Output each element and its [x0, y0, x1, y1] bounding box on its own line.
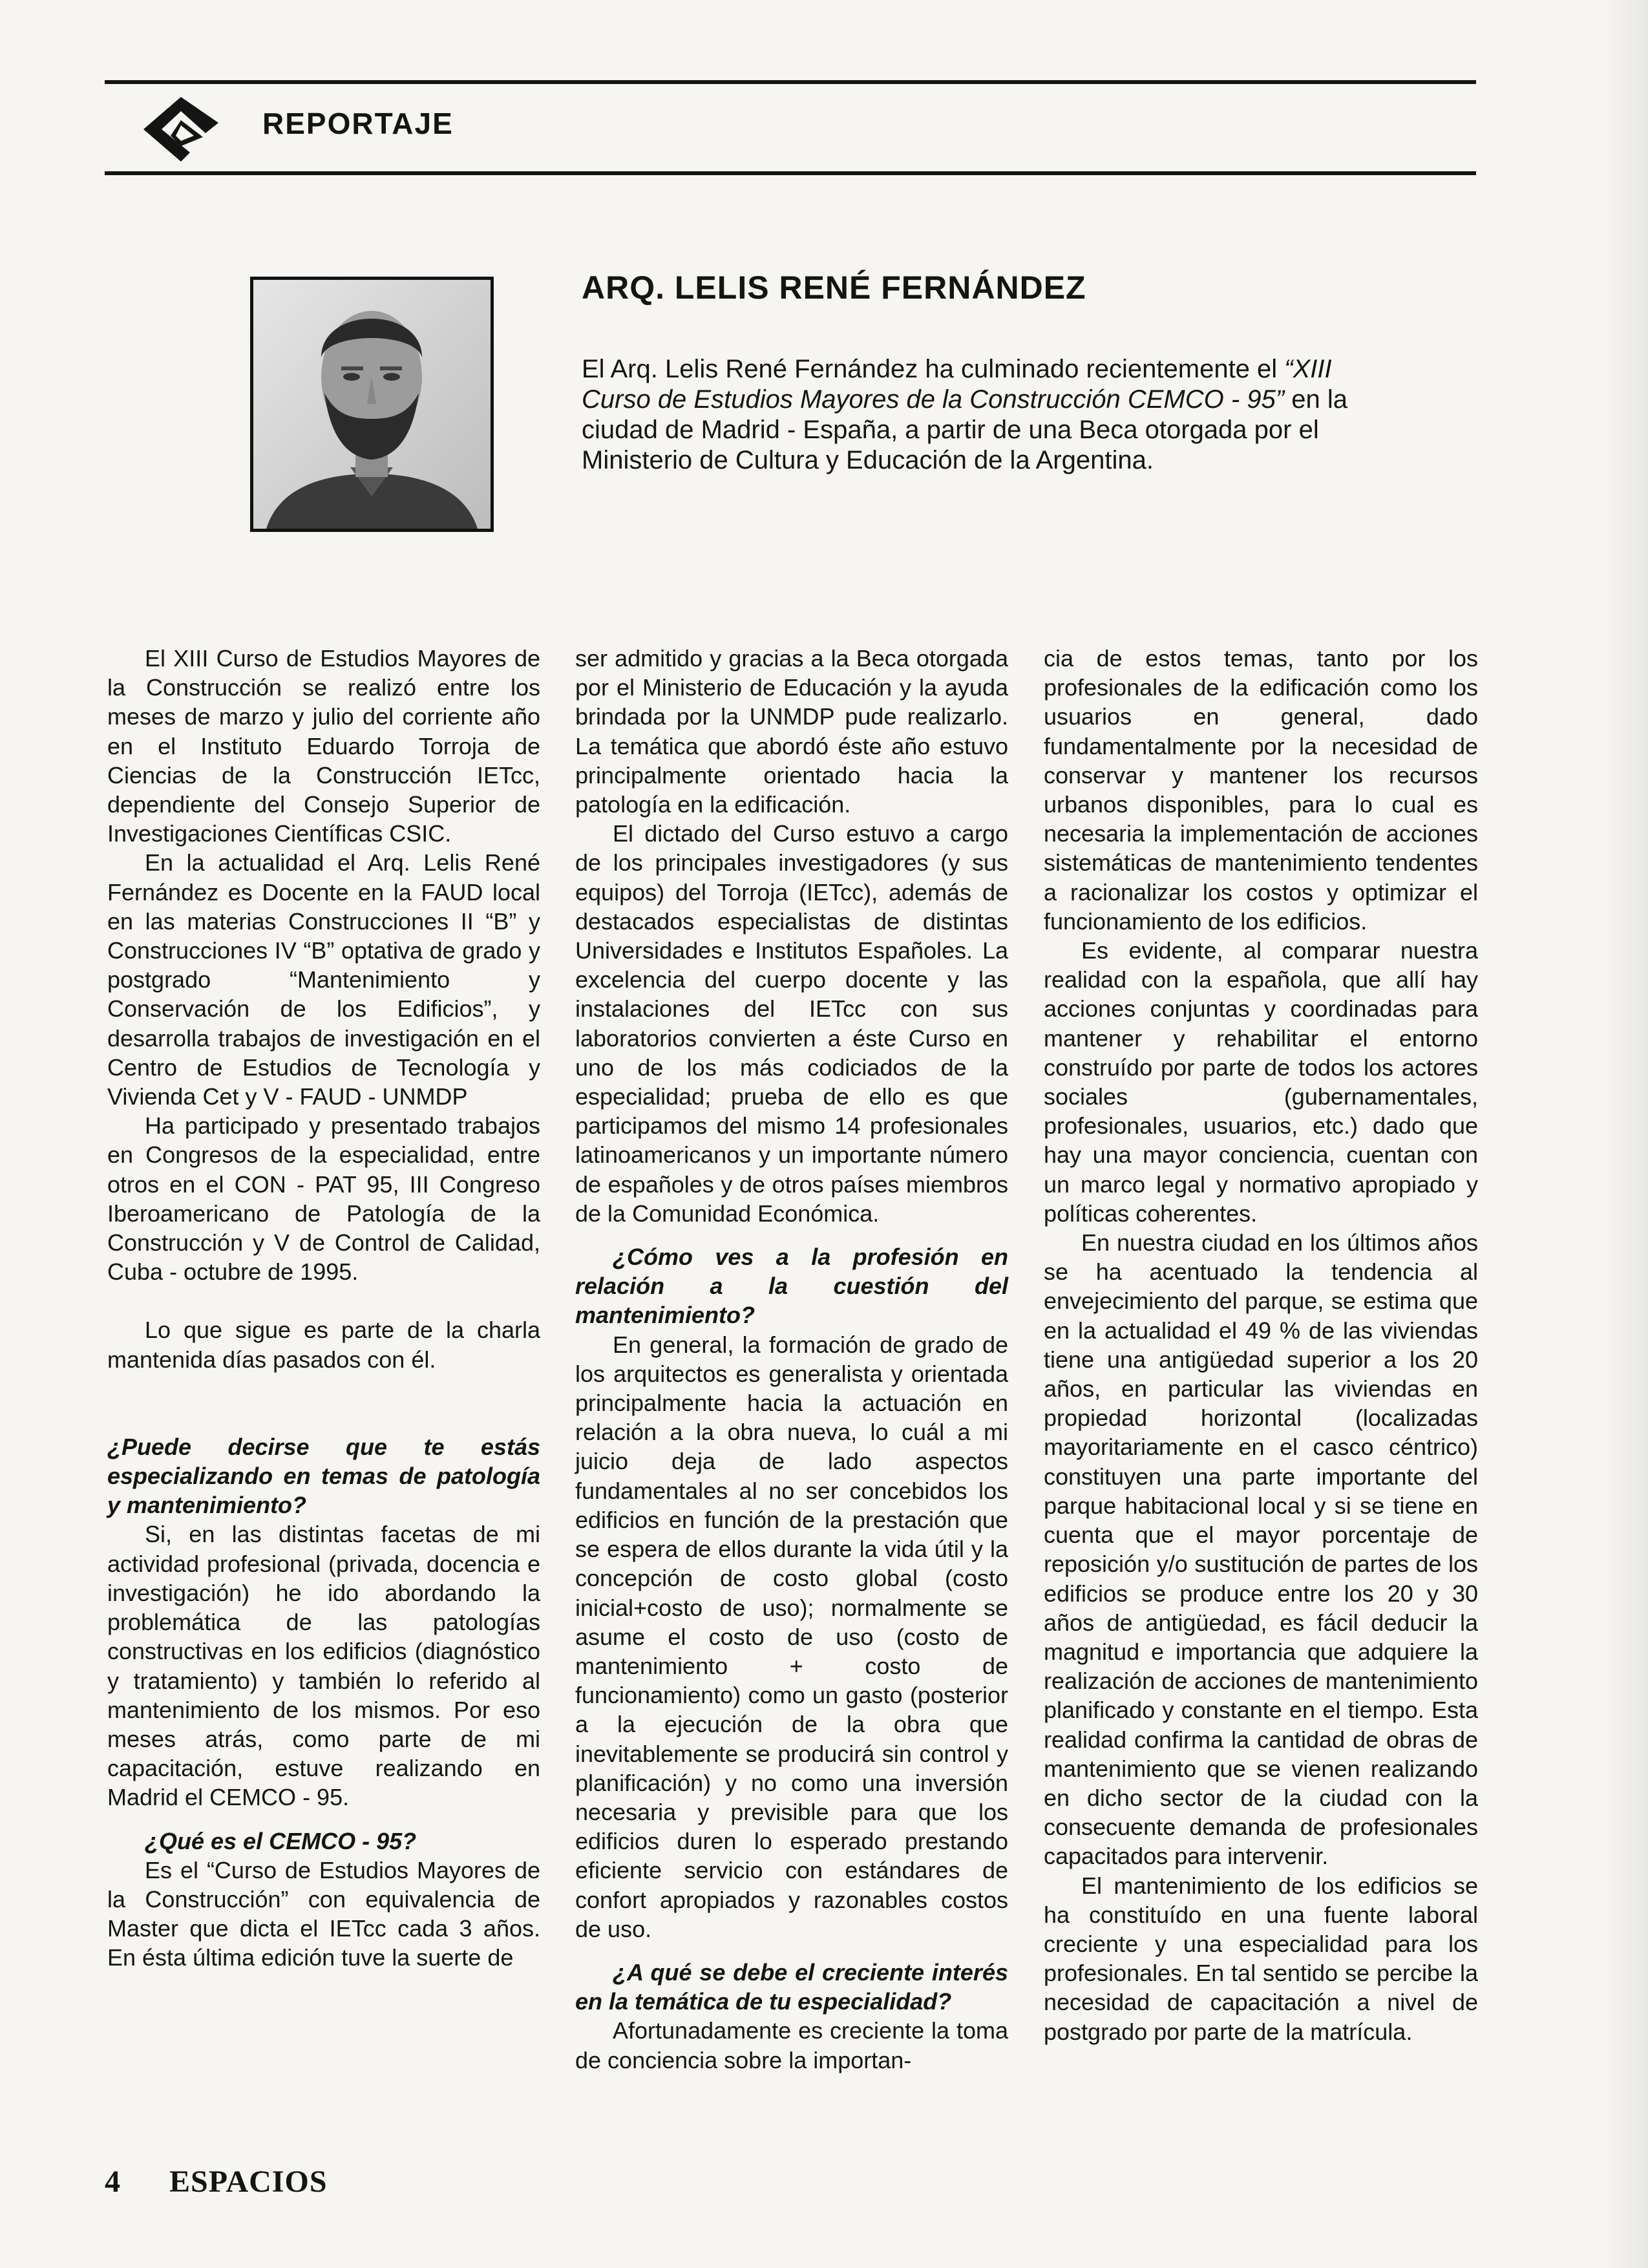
interview-answer: Si, en las distintas facetas de mi actividad profesional (privada, docencia e investigación) he ido abordando la problemática de las patologías constructivas en los edificios (diagnóstico y tratamiento) y también lo referido al mantenimiento de los mismos. Por eso meses atrás, como parte de mi capacitación, estuve realizando en Madrid el CEMCO - 95. — [107, 1521, 540, 1811]
paragraph: Ha participado y presentado trabajos en Congresos de la especialidad, entre otros en el CON - PAT 95, III Congreso Iberoamericano de Patología de la Construcción y V de Control de Calidad, Cuba - octubre de 1995. — [107, 1112, 540, 1286]
lead-text-after: en la ciudad de Madrid - España, a partir de una Beca otorgada por el Ministerio de Cultura y Educación de la Argentina. — [582, 385, 1347, 474]
interview-question: ¿Cómo ves a la profesión en relación a la cuestión del mantenimiento? — [575, 1244, 1008, 1329]
interview-question: ¿Puede decirse que te estás especializando en temas de patología y mantenimiento? — [107, 1433, 540, 1519]
interview-answer: Es el “Curso de Estudios Mayores de la Construcción” con equivalencia de Master que dicta el IETcc cada 3 años. En ésta última edición tuve la suerte de — [107, 1856, 540, 1971]
article-title: ARQ. LELIS RENÉ FERNÁNDEZ — [582, 270, 1086, 306]
interview-question: ¿A qué se debe el creciente interés en la temática de tu especialidad? — [575, 1958, 1008, 2015]
lead-text-before: El Arq. Lelis René Fernández ha culminado recientemente el — [582, 355, 1285, 383]
paragraph: cia de estos temas, tanto por los profesionales de la edificación como los usuarios en general, dado fundamentalmente por la necesidad de conservar y mantener los recursos urbanos disponibles, para lo cual es necesaria la implementación de acciones sistemáticas de mantenimiento tendentes a racionalizar los costos y optimizar el funcionamiento de los edificios. — [1044, 645, 1478, 935]
paragraph: Es evidente, al comparar nuestra realidad con la española, que allí hay acciones conjuntas y coordinadas para mantener y rehabilitar el entorno construído por parte de todos los actores sociales (gubernamentales, profesionales, usuarios, etc.) dado que hay una mayor conciencia, cuentan con un marco legal y normativo apropiado y políticas coherentes. — [1044, 937, 1478, 1227]
paragraph: El mantenimiento de los edificios se ha constituído en una fuente laboral creciente y una especialidad para los profesionales. En tal sentido se percibe la necesidad de capacitación a nivel de postgrado por parte de la matrícula. — [1044, 1872, 1478, 2045]
paragraph: En la actualidad el Arq. Lelis René Fernández es Docente en la FAUD local en las materias Construcciones II “B” y Construcciones IV “B” optativa de grado y postgrado “Mantenimiento y Conservación de los Edificios”, y desarrolla trabajos de investigación en el Centro de Estudios de Tecnología y Vivienda Cet y V - FAUD - UNMDP — [107, 849, 540, 1110]
paragraph: En nuestra ciudad en los últimos años se ha acentuado la tendencia al envejecimiento del parque, se estima que en la actualidad el 49 % de las viviendas tiene una antigüedad superior a los 20 años, en particular las viviendas en propiedad horizontal (localizadas mayoritariamente en el casco céntrico) constituyen una parte importante del parque habitacional local y si se tiene en cuenta que el mayor porcentaje de reposición y/o sustitución de partes de los edificios se produce entre los 20 y 30 años de antigüedad, es fácil deducir la magnitud e importancia que adquiere la realización de acciones de mantenimiento planificado y constante en el tiempo. Esta realidad confirma la cantidad de obras de mantenimiento que se vienen realizando en dicho sector de la ciudad con la consecuente demanda de profesionales capacitados para intervenir. — [1044, 1229, 1478, 1870]
magazine-name: ESPACIOS — [169, 2165, 328, 2199]
article-column-3 — [1044, 644, 1478, 2046]
paragraph: El dictado del Curso estuvo a cargo de los principales investigadores (y sus equipos) del Torroja (IETcc), además de destacados especialistas de distintas Universidades e Institutos Españoles. La excelencia del cuerpo docente y las instalaciones del IETcc con sus laboratorios convierten a éste Curso en uno de los más codiciados de la especialidad; prueba de ello es que participamos del mismo 14 profesionales latinoamericanos y un importante número de españoles y de otros países miembros de la Comunidad Económica. — [575, 820, 1008, 1227]
interview-answer: En general, la formación de grado de los arquitectos es generalista y orientada principalmente hacia la actuación en relación a la obra nueva, lo cuál a mi juicio deja de lado aspectos fundamentales al no ser concebidos los edificios en función de la prestación que se espera de ellos durante la vida útil y la concepción de costo global (costo inicial+costo de uso); normalmente se asume el costo de uso (costo de mantenimiento + costo de funcionamiento) como un gasto (posterior a la ejecución de la obra que inevitablemente se producirá sin control y planificación) y no como una inversión necesaria y previsible para que los edificios duren lo esperado prestando eficiente servicio con estándares de confort apropiados y razonables costos de uso. — [575, 1331, 1008, 1942]
paragraph: Lo que sigue es parte de la charla mantenida días pasados con él. — [107, 1317, 540, 1373]
paragraph: El XIII Curso de Estudios Mayores de la Construcción se realizó entre los meses de marzo y julio del corriente año en el Instituto Eduardo Torroja de Ciencias de la Construcción IETcc, dependiente del Consejo Superior de Investigaciones Científicas CSIC. — [107, 645, 540, 847]
header-rule-bottom — [105, 171, 1476, 175]
interview-answer: Afortunadamente es creciente la toma de conciencia sobre la importan- — [575, 2017, 1008, 2073]
article-column-2 — [575, 644, 1008, 2075]
page-edge-shadow — [1603, 0, 1648, 2268]
section-logo-icon — [143, 97, 221, 162]
article-lead — [582, 354, 1377, 476]
page-number: 4 — [105, 2165, 120, 2199]
lead-text-italic: “XIII Curso de Estudios Mayores de la Construcción CEMCO - 95” — [582, 355, 1332, 414]
interview-question: ¿Qué es el CEMCO - 95? — [145, 1827, 417, 1854]
header-rule-top — [105, 80, 1476, 84]
portrait-photo — [250, 277, 494, 532]
article-column-1 — [107, 644, 540, 1973]
paragraph: ser admitido y gracias a la Beca otorgada por el Ministerio de Educación y la ayuda brindada por la UNMDP pude realizarlo. La temática que abordó éste año estuvo principalmente orientado hacia la patología en la edificación. — [575, 645, 1008, 818]
section-label: REPORTAJE — [262, 107, 454, 140]
